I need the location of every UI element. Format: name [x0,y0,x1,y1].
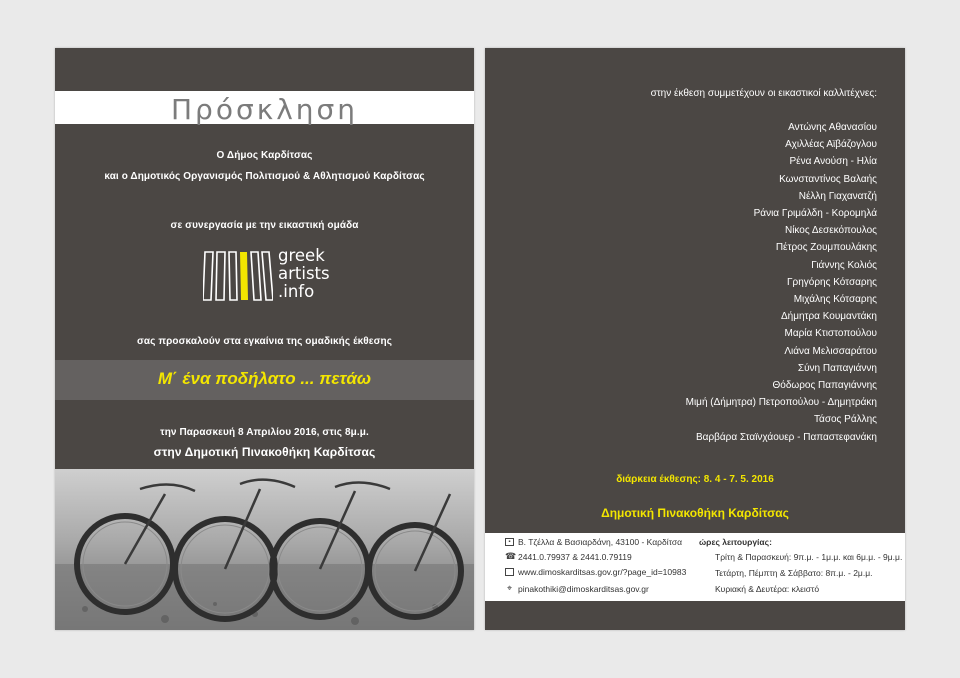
invite-line: σας προσκαλούν στα εγκαίνια της ομαδικής έκθεσης [136,336,393,347]
artist-name: Σύνη Παπαγιάννη [797,362,877,374]
mouse-icon: ⌖ [506,583,513,593]
artist-name: Δήμητρα Κουμαντάκη [780,311,877,323]
hours-line-1: Τρίτη & Παρασκευή: 9π.μ. - 1μ.μ. και 6μ.μ. - 9μ.μ. [715,552,903,562]
artist-name: Λιάνα Μελισσαράτου [784,345,877,357]
opening-date: την Παρασκευή 8 Απριλίου 2016, στις 8μ.μ. [160,427,369,438]
contact-panel [485,533,905,601]
host-line-1: Ο Δήμος Καρδίτσας [216,150,313,161]
collaboration-line: σε συνεργασία με την εικαστική ομάδα [170,220,359,231]
artist-name: Βαρβάρα Σταϊνχάουερ - Παπαστεφανάκη [696,431,877,443]
logo-word-greek: greek [278,246,325,265]
invitation-back [485,48,905,630]
logo-bars-icon [203,249,273,303]
phone-text: 2441.0.79937 & 2441.0.79119 [518,552,632,562]
hours-label: ώρες λειτουργίας: [699,537,772,547]
artist-name: Τάσος Ράλλης [814,414,877,426]
exhibition-band [55,360,474,400]
email-row [505,584,649,594]
artist-name: Γιάννης Κολιός [811,259,877,271]
exhibition-duration: διάρκεια έκθεσης: 8. 4 - 7. 5. 2016 [616,474,774,485]
bicycles-photo [55,469,474,630]
artist-name: Νίκος Δεσεκόπουλος [784,225,877,237]
website-row [505,567,686,577]
address-card-icon: ▪ [505,538,514,546]
artist-name: Μιμή (Δήμητρα) Πετροπούλου - Δημητράκη [685,397,877,409]
logo-text [278,247,330,301]
opening-venue: στην Δημοτική Πινακοθήκη Καρδίτσας [153,445,376,459]
artist-name: Ράνια Γριμάλδη - Κορομηλά [753,208,877,219]
website-link[interactable]: www.dimoskarditsas.gov.gr/?page_id=10983 [518,567,687,577]
artist-name: Αντώνης Αθανασίου [788,122,877,133]
artist-name: Πέτρος Ζουμπουλάκης [775,242,877,254]
artist-name: Νέλλη Γιαχανατζή [798,190,877,202]
artist-name: Κωνσταντίνος Βαλαής [779,173,877,185]
artist-name: Ρένα Ανούση - Ηλία [789,156,877,168]
email-link[interactable]: pinakothiki@dimoskarditsas.gov.gr [518,584,649,594]
hours-line-3: Κυριακή & Δευτέρα: κλειστό [715,584,820,594]
title-band [55,91,474,124]
phone-icon: ☎ [505,551,517,561]
logo-word-artists: artists [278,264,330,283]
monitor-icon [505,568,514,576]
greek-artists-logo [203,246,333,305]
artists-heading: στην έκθεση συμμετέχουν οι εικαστικοί καλλιτέχνες: [650,88,877,99]
artist-name: Θόδωρος Παπαγιάννης [772,380,877,391]
phone-row [505,552,632,562]
gallery-name: Δημοτική Πινακοθήκη Καρδίτσας [601,506,789,520]
host-line-2: και ο Δημοτικός Οργανισμός Πολιτισμού & Αθλητισμού Καρδίτσας [104,171,425,182]
artist-name: Αχιλλέας Αϊβάζογλου [785,139,877,151]
artist-name: Γρηγόρης Κότσαρης [787,276,877,288]
artist-name: Μαρία Κτιστοπούλου [784,328,877,340]
artist-name: Μιχάλης Κότσαρης [793,294,877,305]
logo-word-info: .info [278,282,315,301]
address-row [505,537,682,547]
hours-line-2: Τετάρτη, Πέμπτη & Σάββατο: 8π.μ. - 2μ.μ. [715,568,873,578]
address-text: Β. Τζέλλα & Βασιαρδάνη, 43100 - Καρδίτσα [518,537,682,547]
invitation-title: Πρόσκληση [170,93,358,126]
exhibition-title: Μ΄ ένα ποδήλατο ... πετάω [157,369,372,388]
invitation-front [55,48,474,630]
